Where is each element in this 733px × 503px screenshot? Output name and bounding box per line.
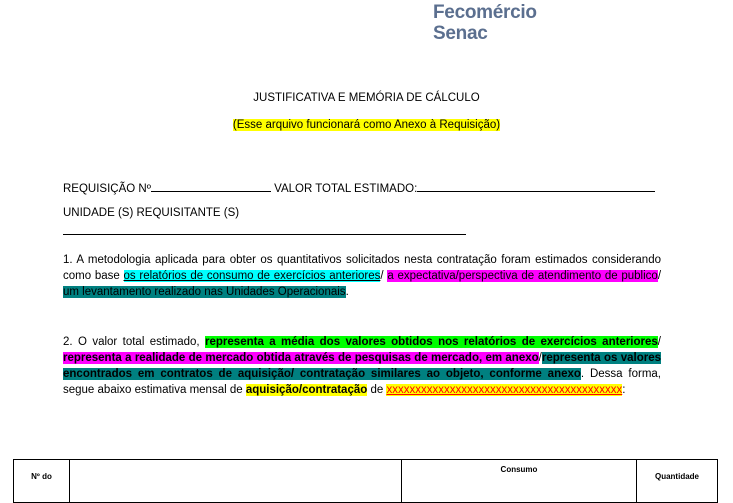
unidade-blank <box>63 234 466 235</box>
logo-line-1: Fecomércio <box>433 2 537 23</box>
requisicao-line <box>63 179 655 195</box>
valor-total-label: VALOR TOTAL ESTIMADO: <box>274 183 418 195</box>
table-header-numero: Nº do <box>14 460 70 503</box>
table-header-consumo: Consumo <box>402 460 637 503</box>
document-subtitle: (Esse arquivo funcionará como Anexo à Requisição) <box>232 119 501 131</box>
logo-line-2: Senac <box>433 23 488 44</box>
requisicao-blank <box>151 179 271 192</box>
requisicao-label: REQUISIÇÃO Nº <box>63 183 151 195</box>
document-title: JUSTIFICATIVA E MEMÓRIA DE CÁLCULO <box>253 92 480 104</box>
table-header-description <box>70 460 402 503</box>
unidade-label: UNIDADE (S) REQUISITANTE (S) <box>63 207 240 219</box>
fecomercio-senac-logo <box>433 2 537 44</box>
valor-total-blank <box>417 179 655 192</box>
estimate-table <box>13 459 718 503</box>
paragraph-2: 2. O valor total estimado, representa a média dos valores obtidos nos relatórios de exercícios anteriores/ representa a realidade de mercado obtida através de pesquisas de mercado, em anexo/representa os valores encontrados em contratos de aquisição/ contratação similares ao objeto, conforme anexo. Dessa forma, segue abaixo estimativa mensal de aquisição/contratação de xxxxxxxxxxxxxxxxxxxxxxxxxxxxxxxxxxxxxxxxx: <box>63 336 661 396</box>
table-header-quantidade: Quantidade <box>637 460 718 503</box>
paragraph-1: 1. A metodologia aplicada para obter os quantitativos solicitados nesta contratação foram estimados considerando como base os relatórios de consumo de exercícios anteriores/ a expectativa/perspectiva de atendimento de publico/ um levantamento realizado nas Unidades Operacionais. <box>63 254 662 298</box>
